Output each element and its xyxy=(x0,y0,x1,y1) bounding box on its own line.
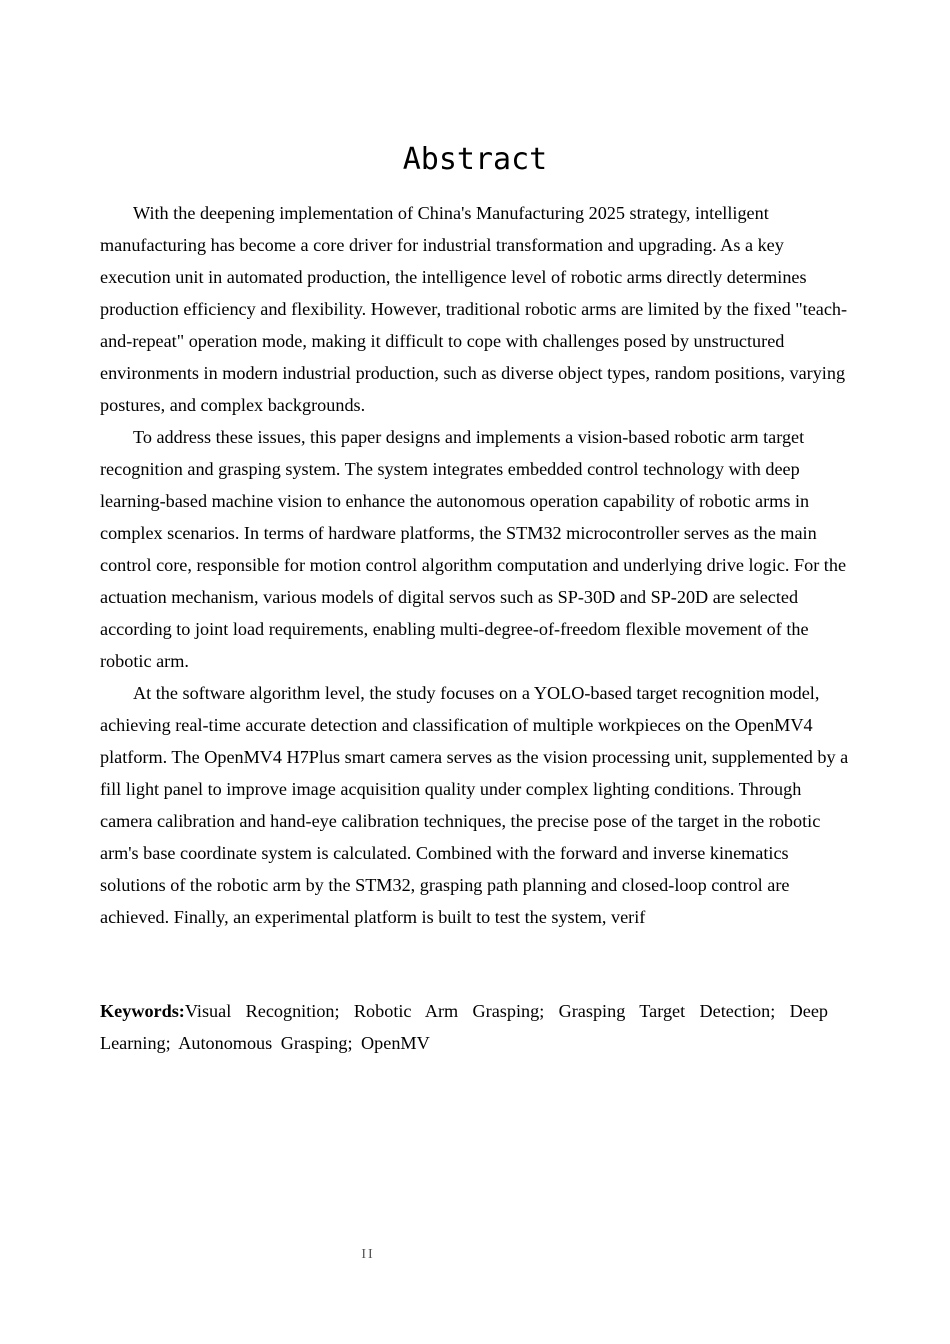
keywords-label: Keywords: xyxy=(100,1001,185,1021)
keywords-text: Visual Recognition; Robotic Arm Grasping; Grasping Target Detection; Deep Learning; Autonomous Grasping; OpenMV xyxy=(100,1001,828,1053)
page-number: II xyxy=(361,1247,375,1262)
abstract-paragraph-2: To address these issues, this paper designs and implements a vision-based robotic arm target recognition and grasping system. The system integrates embedded control technology with deep learning-based machine vision to enhance the autonomous operation capability of robotic arms in complex scenarios. In terms of hardware platforms, the STM32 microcontroller serves as the main control core, responsible for motion control algorithm computation and underlying drive logic. For the actuation mechanism, various models of digital servos such as SP-30D and SP-20D are selected according to joint load requirements, enabling multi-degree-of-freedom flexible movement of the robotic arm. xyxy=(100,427,847,671)
abstract-title: Abstract xyxy=(402,142,548,177)
abstract-body xyxy=(100,197,852,933)
abstract-paragraph-1: With the deepening implementation of China's Manufacturing 2025 strategy, intelligent manufacturing has become a core driver for industrial transformation and upgrading. As a key execution unit in automated production, the intelligence level of robotic arms directly determines production efficiency and flexibility. However, traditional robotic arms are limited by the fixed "teach-and-repeat" operation mode, making it difficult to cope with challenges posed by unstructured environments in modern industrial production, such as diverse object types, random positions, varying postures, and complex backgrounds. xyxy=(100,203,848,415)
abstract-paragraph-3: At the software algorithm level, the study focuses on a YOLO-based target recognition model, achieving real-time accurate detection and classification of multiple workpieces on the OpenMV4 platform. The OpenMV4 H7Plus smart camera serves as the vision processing unit, supplemented by a fill light panel to improve image acquisition quality under complex lighting conditions. Through camera calibration and hand-eye calibration techniques, the precise pose of the target in the robotic arm's base coordinate system is calculated. Combined with the forward and inverse kinematics solutions of the robotic arm by the STM32, grasping path planning and closed-loop control are achieved. Finally, an experimental platform is built to test the system, verif xyxy=(100,683,849,927)
keywords-line xyxy=(100,995,828,1059)
